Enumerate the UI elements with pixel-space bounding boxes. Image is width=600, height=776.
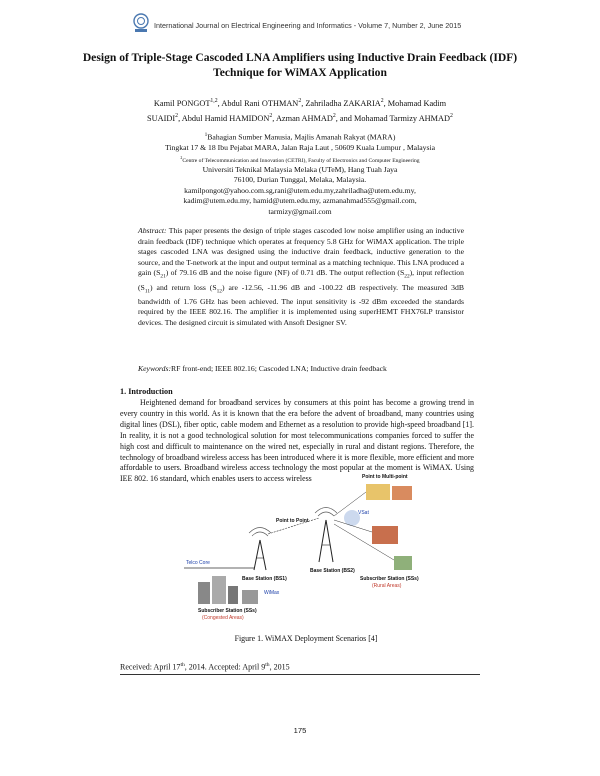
ss-right-sub: (Rural Areas) — [372, 583, 402, 589]
figure-caption: Figure 1. WiMAX Deployment Scenarios [4] — [234, 634, 378, 643]
ss-left-sub: (Congested Areas) — [202, 615, 244, 621]
journal-logo-icon — [132, 12, 150, 34]
wimax-label: WiMax — [264, 590, 280, 596]
author-list: Kamil PONGOT$^{1,2}$, Abdul Rani OTHMAN$^2$, Zahriladha ZAKARIA$^2$, Mohamad Kadim SUAIDI$^2$, Abdul Hamid HAMIDON$^2$, Azman AHMAD$^2$, and Mohamad Tarmizy AHMAD$^2$ — [147, 98, 453, 123]
bs1-label: Base Station (BS1) — [242, 576, 287, 582]
telco-core-label: Telco Core — [186, 560, 210, 566]
running-header — [132, 12, 572, 52]
tower-icon — [249, 528, 271, 571]
wimax-deployment-figure — [176, 470, 436, 630]
journal-title: International Journal on Electrical Engineering and Informatics - Volume 7, Number 2, June 2015 — [154, 21, 462, 30]
paper-title: Design of Triple-Stage Cascoded LNA Amplifiers using Inductive Drain Feedback (IDF) Technique for WiMAX Application — [82, 51, 518, 79]
email-line: tarmizy@gmail.com — [268, 206, 332, 216]
intro-paragraph: Heightened demand for broadband services by consumers at this point has become a growing trend in every country in this world. As it is known that the era before the advent of broadband, many countries using digital lines (DSL), fiber optic, cable modem and Ethernet as a resolution to provide high-speed broadband [1]. In reality, it is not a good technological solution for most telecommunications companies forced to suffer the high cost and difficult to maintenance on the wired net, especially in rural and distant regions. Therefore, the technology of broadband wireless access has been introduced where it is more flexible, more efficient and more affordable to users. Broadband wireless access technology the most popular at the moment is WiMAX. Using IEE 802. 16 standard, which enables users to access wireless — [120, 398, 474, 484]
ptp-label: Point to Point — [276, 518, 309, 524]
ptmp-label: Point to Multi-point — [362, 474, 408, 480]
bs2-label: Base Station (BS2) — [310, 568, 355, 574]
abstract: Abstract: This paper presents the design of triple stages cascoded low noise amplifier using an inductive drain feedback (IDF) technique which operates at frequency 5.8 GHz for WiMAX application. The triple stages cascoded LNA was designed using the inductive drain feedback, inductive generation to the source, and the T-network at the input and output terminal as a matching technique. This LNA produced a gain $(S_{21})$ of 79.16 dB and the noise figure (NF) of 0.71 dB. The output reflection $(S_{22})$, input reflection $(S_{11})$ and return loss $(S_{12})$ are -12.56, -11.96 dB and -100.22 dB respectively. The measured 3dB bandwidth of 1.76 GHz has been achieved. The input sensitivity is -92 dBm exceeded the standards required by the IEEE 802.16. The amplifier it is implemented using superHEMT FHX76LP transistor devices. The designed circuit is simulated with Ansoft Designer SV. — [138, 226, 464, 327]
section-heading: 1. Introduction — [120, 387, 173, 396]
affiliations: $^1$Bahagian Sumber Manusia, Majlis Amanah Rakyat (MARA) Tingkat 17 & 18 Ibu Pejabat MARA, Jalan Raja Laut , 50609 Kuala Lumpur , Malaysia $^2$Centre of Telecommunication and Innovation (CETRI), Faculty of Electronics and Computer Engineering Universiti Teknikal Malaysia Melaka (UTeM), Hang Tuah Jaya 76100, Durian Tunggal, Melaka, Malaysia. kamilpongot@yahoo.com.sg,rani@utem.edu.my,zahriladha@utem.edu.my, kadim@utem.edu.my, hamid@utem.edu.my, azmanahmad555@gmail.com, tarmizy@gmail.com — [80, 130, 520, 218]
vsat-label: VSat — [358, 510, 369, 516]
page-number: 175 — [293, 726, 307, 735]
keywords: Keywords:RF front-end; IEEE 802.16; Cascoded LNA; Inductive drain feedback — [138, 364, 387, 373]
email-line: kamilpongot@yahoo.com.sg,rani@utem.edu.my,zahriladha@utem.edu.my, — [184, 185, 416, 195]
ss-left-label: Subscriber Station (SSs) — [198, 608, 257, 614]
tower-icon — [315, 508, 337, 563]
email-line: kadim@utem.edu.my, hamid@utem.edu.my, azmanahmad555@gmail.com, — [183, 196, 417, 206]
ss-right-label: Subscriber Station (SSs) — [360, 576, 419, 582]
received-accepted: Received: April 17th, 2014. Accepted: April 9th, 2015 — [120, 662, 480, 675]
